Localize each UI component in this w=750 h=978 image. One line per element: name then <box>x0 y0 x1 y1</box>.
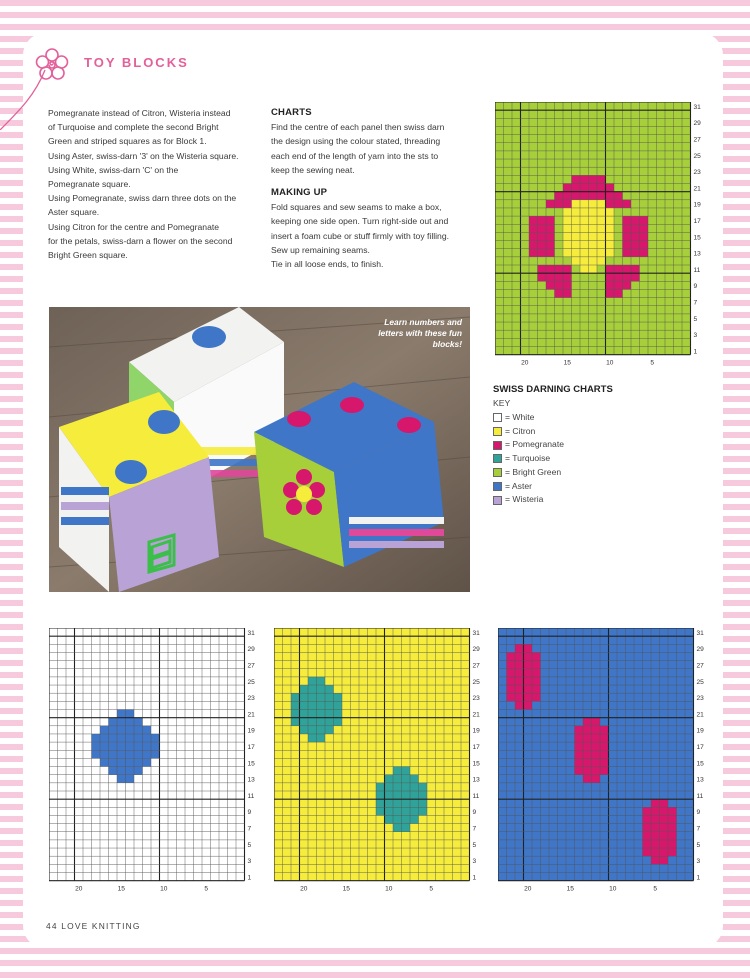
key-label: = Pomegranate <box>505 439 565 450</box>
key-item <box>493 452 564 466</box>
toy-blocks-photo <box>49 307 470 592</box>
row-label: 23 <box>247 695 255 703</box>
row-label: 9 <box>247 809 252 817</box>
row-label: 21 <box>696 711 704 719</box>
key-title: SWISS DARNING CHARTS <box>493 384 613 395</box>
text-line: keep the sewing neat. <box>271 164 355 175</box>
row-label: 1 <box>693 348 698 356</box>
row-label: 3 <box>693 332 698 340</box>
row-label: 21 <box>472 711 480 719</box>
row-label: 19 <box>247 727 255 735</box>
row-label: 17 <box>472 744 480 752</box>
aster-dot-chart <box>49 628 259 895</box>
key-label: = Bright Green <box>505 466 562 477</box>
row-label: 29 <box>696 646 704 654</box>
column-label: 10 <box>609 885 617 893</box>
row-label: 31 <box>693 103 701 111</box>
charts-heading: CHARTS <box>271 107 312 118</box>
stitch-block <box>529 241 555 249</box>
row-label: 31 <box>247 629 255 637</box>
text-line: Aster square. <box>48 207 100 218</box>
text-line: each end of the length of yarn into the sts to <box>271 150 439 161</box>
column-label: 5 <box>653 885 658 893</box>
row-label: 19 <box>696 727 704 735</box>
row-label: 23 <box>693 169 701 177</box>
stitch-block <box>623 232 649 240</box>
row-label: 25 <box>696 678 704 686</box>
row-label: 29 <box>472 646 480 654</box>
stitch-block <box>546 281 572 289</box>
text-line: Using Pomegranate, swiss darn three dots on the <box>48 193 237 204</box>
stitch-block <box>529 216 555 224</box>
row-label: 27 <box>693 136 701 144</box>
text-line: Using Aster, swiss-darn '3' on the Wisteria square. <box>48 150 239 161</box>
row-label: 15 <box>472 760 480 768</box>
text-line: for the petals, swiss-darn a flower on the second <box>48 235 233 246</box>
stitch-block <box>623 216 649 224</box>
key-item <box>493 480 564 494</box>
row-label: 5 <box>693 315 698 323</box>
row-label: 1 <box>472 874 477 882</box>
stitch-block <box>623 224 649 232</box>
column-label: 10 <box>385 885 393 893</box>
row-label: 29 <box>247 646 255 654</box>
row-label: 27 <box>247 662 255 670</box>
key-subtitle: KEY <box>493 398 511 408</box>
row-label: 11 <box>247 792 255 800</box>
row-label: 3 <box>247 858 252 866</box>
pomegranate-dots-chart <box>498 628 708 895</box>
row-label: 1 <box>696 874 701 882</box>
key-label: = Turquoise <box>505 453 551 464</box>
column-label: 15 <box>117 885 125 893</box>
key-item <box>493 438 564 452</box>
text-line: the design using the colour stated, threading <box>271 136 441 147</box>
colour-swatch <box>493 413 502 422</box>
row-label: 25 <box>693 152 701 160</box>
page-footer: 44 LOVE KNITTING <box>46 921 141 931</box>
key-label: = Aster <box>505 480 532 491</box>
key-item <box>493 466 564 480</box>
column-label: 5 <box>204 885 209 893</box>
row-label: 11 <box>696 792 704 800</box>
row-label: 25 <box>472 678 480 686</box>
turquoise-dots-chart <box>274 628 484 895</box>
row-label: 13 <box>696 776 704 784</box>
colour-swatch <box>493 441 502 450</box>
row-label: 3 <box>472 858 477 866</box>
text-line: Using Citron for the centre and Pomegranate <box>48 221 220 232</box>
stitch-block <box>606 281 632 289</box>
row-label: 23 <box>472 695 480 703</box>
row-label: 29 <box>693 120 701 128</box>
column-label: 15 <box>566 885 574 893</box>
row-label: 7 <box>247 825 252 833</box>
charts-text <box>271 120 486 177</box>
colour-swatch <box>493 468 502 477</box>
row-label: 31 <box>472 629 480 637</box>
row-label: 13 <box>693 250 701 258</box>
key-label: = Citron <box>505 425 536 436</box>
column-label: 15 <box>563 359 571 367</box>
instructions-middle-column <box>271 106 486 271</box>
making-up-heading: MAKING UP <box>271 187 328 199</box>
text-line: Pomegranate instead of Citron, Wisteria instead <box>48 108 231 118</box>
row-label: 21 <box>693 185 701 193</box>
column-label: 5 <box>429 885 434 893</box>
column-label: 10 <box>606 359 614 367</box>
row-label: 9 <box>696 809 701 817</box>
text-line: Fold squares and sew seams to make a box, <box>271 202 442 213</box>
colour-swatch <box>493 427 502 436</box>
stitch-block <box>623 249 649 257</box>
row-label: 9 <box>693 283 698 291</box>
row-label: 31 <box>696 629 704 637</box>
row-label: 11 <box>472 792 480 800</box>
row-label: 7 <box>696 825 701 833</box>
row-label: 15 <box>693 234 701 242</box>
flower-chart <box>495 102 705 369</box>
row-label: 5 <box>247 841 252 849</box>
text-line: Bright Green square. <box>48 250 128 261</box>
row-label: 15 <box>696 760 704 768</box>
making-up-text <box>271 200 486 271</box>
text-line: Tie in all loose ends, to finish. <box>271 259 384 270</box>
text-line: Pomegranate square. <box>48 179 131 190</box>
colour-swatch <box>493 454 502 463</box>
row-label: 15 <box>247 760 255 768</box>
text-line: Find the centre of each panel then swiss darn <box>271 122 445 133</box>
key-item <box>493 493 564 507</box>
row-label: 23 <box>696 695 704 703</box>
colour-swatch <box>493 482 502 491</box>
text-line: of Turquoise and complete the second Bright <box>48 122 219 133</box>
photo-caption: Learn numbers and letters with these fun blocks! <box>378 317 462 349</box>
row-label: 17 <box>693 218 701 226</box>
row-label: 13 <box>472 776 480 784</box>
stitch-block <box>623 241 649 249</box>
row-label: 27 <box>696 662 704 670</box>
column-label: 20 <box>524 885 532 893</box>
colour-swatch <box>493 496 502 505</box>
key-label: = Wisteria <box>505 494 544 505</box>
stitch-block <box>529 232 555 240</box>
row-label: 5 <box>472 841 477 849</box>
row-label: 17 <box>247 744 255 752</box>
column-label: 10 <box>160 885 168 893</box>
key-item <box>493 425 564 439</box>
text-line: insert a foam cube or stuff firmly with toy filling. <box>271 230 449 241</box>
row-label: 3 <box>696 858 701 866</box>
text-line: Using White, swiss-darn 'C' on the <box>48 164 179 175</box>
column-label: 5 <box>650 359 655 367</box>
row-label: 25 <box>247 678 255 686</box>
stitch-block <box>529 249 555 257</box>
section-title: TOY BLOCKS <box>84 55 189 70</box>
row-label: 19 <box>472 727 480 735</box>
instructions-left-column <box>48 106 258 262</box>
column-label: 15 <box>342 885 350 893</box>
row-label: 7 <box>472 825 477 833</box>
key-label: = White <box>505 412 535 422</box>
text-line: Sew up remaining seams. <box>271 244 370 255</box>
row-label: 1 <box>247 874 252 882</box>
row-label: 9 <box>472 809 477 817</box>
row-label: 11 <box>693 266 701 274</box>
chart-background <box>274 628 470 881</box>
stitch-block <box>529 224 555 232</box>
column-label: 20 <box>75 885 83 893</box>
row-label: 19 <box>693 201 701 209</box>
row-label: 27 <box>472 662 480 670</box>
row-label: 7 <box>693 299 698 307</box>
column-label: 20 <box>300 885 308 893</box>
text-line: keeping one side open. Turn right-side out and <box>271 216 449 227</box>
row-label: 13 <box>247 776 255 784</box>
colour-key-list <box>493 411 564 507</box>
row-label: 21 <box>247 711 255 719</box>
key-item <box>493 411 564 425</box>
text-line: Green and striped squares as for Block 1. <box>48 136 207 147</box>
row-label: 5 <box>696 841 701 849</box>
row-label: 17 <box>696 744 704 752</box>
column-label: 20 <box>521 359 529 367</box>
